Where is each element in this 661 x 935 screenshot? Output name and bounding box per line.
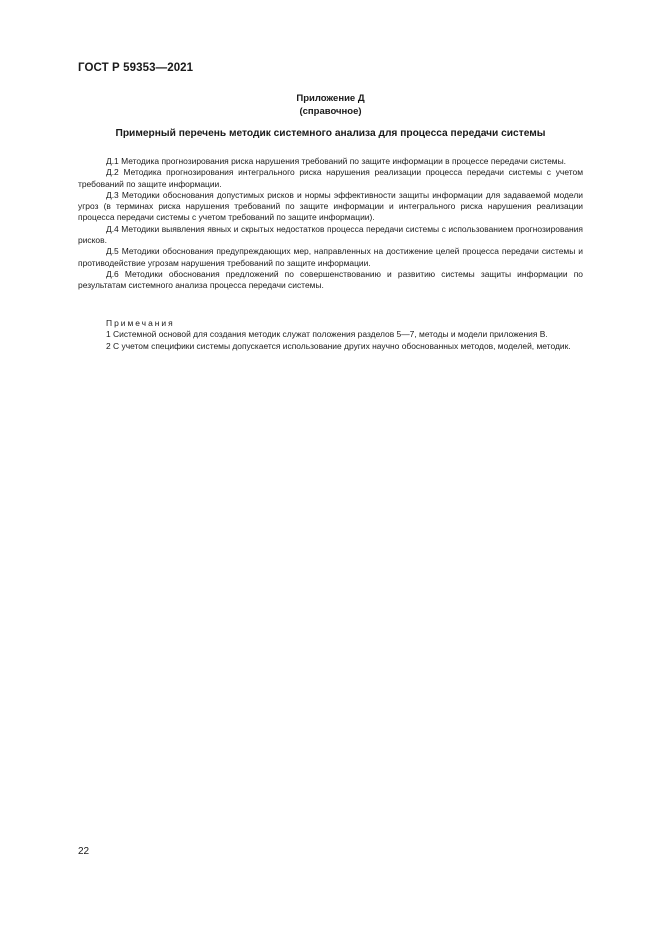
appendix-status: (справочное) [299,106,362,117]
appendix-heading [78,92,583,118]
methods-list [78,156,583,292]
notes-heading: Примечания [106,318,175,328]
note-item: 1 Системной основой для создания методик служат положения разделов 5—7, методы и модели приложения В. [106,329,548,340]
document-code: ГОСТ Р 59353—2021 [78,62,194,74]
notes-section [78,318,583,352]
appendix-label: Приложение Д [296,93,365,104]
page-number: 22 [78,846,90,857]
list-item: Д.2 Методика прогнозирования интегрального риска нарушения реализации процесса передачи системы с учетом требований по защите информации. [78,167,583,189]
list-item: Д.3 Методики обоснования допустимых рисков и нормы эффективности защиты информации для задаваемой модели угроз (в терминах риска нарушения требований по защите информации и интегрального риска нарушения реализации процесса передачи системы с учетом требований по защите информации). [78,189,583,223]
list-item: Д.6 Методики обоснования предложений по совершенствованию и развитию системы защиты информации по результатам системного анализа процесса передачи системы. [78,268,583,291]
list-item: Д.1 Методика прогнозирования риска нарушения требований по защите информации в процессе передачи системы. [106,156,566,166]
list-item: Д.5 Методики обоснования предупреждающих мер, направленных на достижение целей процесса передачи системы и противодействие угрозам нарушения требований по защите информации. [78,246,583,268]
list-item: Д.4 Методики выявления явных и скрытых недостатков процесса передачи системы с использованием прогнозирования рисков. [78,223,583,246]
appendix-title: Примерный перечень методик системного анализа для процесса передачи системы [115,128,546,139]
note-item: 2 С учетом специфики системы допускается использование других научно обоснованных методов, моделей, методик. [106,340,571,351]
